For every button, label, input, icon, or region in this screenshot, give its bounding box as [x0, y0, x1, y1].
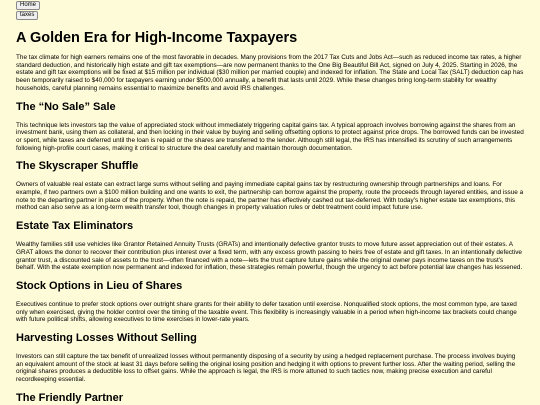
- section-body: This technique lets investors tap the value of appreciated stock without immediately triggering capital gains tax. A typical approach involves borrowing against the shares from an investment bank, using them as collateral, and then locking in their value by buying and selling offsetting options to protect against price drops. The borrowed funds can be invested or spent, while taxes are deferred until the loan is repaid or the shares are transferred to the lender. Although still legal, the IRS has intensified its scrutiny of such arrangements following high-profile court cases, making it critical to structure the deal carefully and maintain thorough documentation.: [16, 121, 524, 152]
- section-friendly-partner: [16, 392, 524, 405]
- intro-paragraph: The tax climate for high earners remains one of the most favorable in decades. Many provisions from the 2017 Tax Cuts and Jobs Act—such as reduced income tax rates, a higher standard deduction, and historically high estate and gift tax exemptions—are now permanent thanks to the One Big Beautiful Bill Act, signed on July 4, 2025. Starting in 2026, the estate and gift tax exemptions will be fixed at $15 million per individual ($30 million per married couple) and indexed for inflation. The State and Local Tax (SALT) deduction cap has been temporarily raised to $40,000 for taxpayers earning under $500,000 annually, a benefit that lasts until 2029. While these changes bring long-term stability for wealthy households, careful planning remains essential to maximize benefits and avoid IRS challenges.: [16, 54, 524, 92]
- section-heading: Estate Tax Eliminators: [16, 220, 134, 233]
- section-heading: Stock Options in Lieu of Shares: [16, 279, 183, 292]
- section-body: Wealthy families still use vehicles like Grantor Retained Annuity Trusts (GRATs) and intentionally defective grantor trusts to move future asset appreciation out of their estates. A GRAT allows the donor to recover their contribution plus interest over a fixed term, with any excess growth passing to heirs free of estate and gift taxes. In an intentionally defective grantor trust, a discounted sale of assets to the trust—often financed with a note—lets the trust capture future gains while the original owner pays income taxes on the trust’s behalf. With the estate exemption now permanent and indexed for inflation, these strategies remain powerful, though the urgency to act before potential law changes has lessened.: [16, 241, 523, 272]
- section-heading: The Skyscraper Shuffle: [16, 160, 139, 173]
- section-body: Owners of valuable real estate can extract large sums without selling and paying immediate capital gains tax by restructuring ownership through partnerships and loans. For example, if two partners own a $100 million building and one wants to exit, the partnership can borrow against the property, route the proceeds through layered entities, and issue a note to the departing partner in place of the property. When the note is repaid, the partner has effectively cashed out tax-deferred. With today’s higher estate tax exemptions, this method can also serve as a long-term wealth transfer tool, though changes in property valuation rules or debt treatment could impact future use.: [16, 181, 524, 212]
- section-heading: Harvesting Losses Without Selling: [16, 332, 197, 345]
- section-heading: The “No Sale” Sale: [16, 100, 116, 113]
- section-body: Investors can still capture the tax benefit of unrealized losses without permanently disposing of a security by using a hedged replacement purchase. The process involves buying an equivalent amount of the stock at least 31 days before selling the original losing position and hedging it with options to prevent further loss. After the waiting period, selling the original shares produces a deductible loss to offset gains. While the approach is legal, the IRS is more attuned to such tactics now, making precise execution and careful recordkeeping essential.: [16, 353, 516, 384]
- page-title: A Golden Era for High-Income Taxpayers: [16, 30, 298, 46]
- section-no-sale-sale: [16, 101, 524, 153]
- article: [0, 30, 540, 405]
- section-body: Executives continue to prefer stock options over outright share grants for their ability to defer taxation until exercise. Nonqualified stock options, the most common type, are taxed only when exercised, giving the holder control over the timing of the taxable event. This flexibility is increasingly valuable in a period when high-income tax brackets could change with future political shifts, allowing executives to time exercises in lower-rate years.: [16, 300, 517, 324]
- section-harvesting-losses: [16, 332, 524, 384]
- breadcrumb-home-link[interactable]: Home: [16, 1, 40, 10]
- section-estate-tax-eliminators: [16, 220, 524, 272]
- section-skyscraper-shuffle: [16, 160, 524, 212]
- section-heading: The Friendly Partner: [16, 391, 123, 404]
- section-stock-options: [16, 280, 524, 324]
- breadcrumb-taxes-link[interactable]: taxes: [16, 11, 38, 20]
- breadcrumb: [0, 0, 540, 20]
